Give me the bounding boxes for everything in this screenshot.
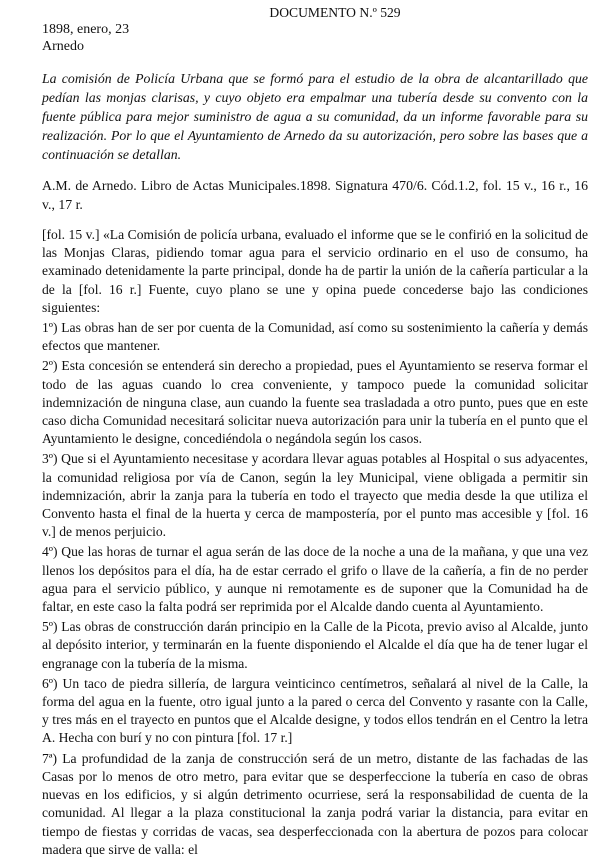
condition-3: 3º) Que si el Ayuntamiento necesitase y acordara llevar aguas potables al Hospital o sus adyacentes, la comunidad religiosa por vía de Canon, según la ley Municipal, viene obligada a permitir sin indemnización, abrir la zanja para la tubería en todo el trayecto que media desde la que utiliza el Convento hasta el final de la huerta y cerca de mampostería, por el punto mas accesible y [fol. 16 v.] de menos perjuicio. — [42, 451, 588, 540]
condition-1: 1º) Las obras han de ser por cuenta de la Comunidad, así como su sostenimiento la cañería y demás efectos que mantener. — [42, 320, 588, 354]
document-number: DOCUMENTO N.º 529 — [269, 5, 401, 20]
document-place: Arnedo — [42, 39, 84, 54]
condition-6: 6º) Un taco de piedra sillería, de largura veinticinco centímetros, señalará al nivel de la Calle, la forma del agua en la fuente, otro igual junto a la pared o cerca del Convento y rasante con la Calle, y tres más en el trayecto en puntos que el Alcalde designe, y todos ellos tendrán en el Centro la letra A. Hecha con burí y no con pintura [fol. 17 r.] — [42, 675, 588, 746]
condition-2: 2º) Esta concesión se entenderá sin derecho a propiedad, pues el Ayuntamiento se reserva formar el todo de las aguas cuando lo crea conveniente, y tampoco puede la comunidad solicitar indemnización de ninguna clase, aun cuando la fuente sea trasladada a otro punto, pues que en este caso dicha Comunidad necesitará solicitar nueva autorización para unir la tubería en el punto que el Ayuntamiento le designe, concediéndola o negándola según los casos. — [42, 358, 588, 447]
body-intro: [fol. 15 v.] «La Comisión de policía urbana, evaluado el informe que se le confirió en la solicitud de las Monjas Claras, pidiendo tomar agua para el servicio ordinario en el uso de consumo, ha examinado detenidamente la parte principal, donde ha de partir la unión de la cañería particular a la de la [fol. 16 r.] Fuente, cuyo plano se une y opina puede concederse bajo las condiciones siguientes: — [42, 227, 588, 315]
condition-7: 7ª) La profundidad de la zanja de construcción será de un metro, distante de las fachadas de las Casas por lo menos de otro metro, para evitar que se desperfeccione la tubería en caso de obras nuevas en los edificios, y si algún detrimento ocurriese, será la responsabilidad de cuenta de la comunidad. Al llegar a la plaza constitucional la zanja podrá variar la distancia, para evitar en tiempo de fiestas y corridas de vacas, sea desperfeccionada con la abertura de pozos para colocar madera que sirve de valla: el — [42, 750, 588, 857]
condition-4: 4º) Que las horas de turnar el agua serán de las doce de la noche a una de la mañana, y que una vez llenos los depósitos para el día, ha de estar cerrado el grifo o llave de la cañería, a fin de no perder agua para el servicio público, y aunque ni remotamente es de suponer que la Comunidad ha de faltar, en este caso la falta podrá ser reprimida por el Alcalde dando cuenta al Ayuntamiento. — [42, 544, 588, 615]
document-date: 1898, enero, 23 — [42, 22, 130, 37]
document-body — [42, 226, 588, 859]
condition-5: 5º) Las obras de construcción darán principio en la Calle de la Picota, previo aviso al Alcalde, junto al depósito interior, y terminarán en la fuente disponiendo el Alcalde el día que ha de tener lugar el engranage con la tubería de la misma. — [42, 619, 588, 671]
archive-source: A.M. de Arnedo. Libro de Actas Municipales.1898. Signatura 470/6. Cód.1.2, fol. 15 v., 16 r., 16 v., 17 r. — [42, 178, 588, 212]
document-summary: La comisión de Policía Urbana que se formó para el estudio de la obra de alcantarillado que pedían las monjas clarisas, y cuyo objeto era empalmar una tubería desde su convento con la fuente pública para mejor suministro de agua a su comunidad, da un informe favorable para su realización. Por lo que el Ayuntamiento de Arnedo da su autorización, pero sobre las bases que a continuación se detallan. — [42, 71, 588, 162]
